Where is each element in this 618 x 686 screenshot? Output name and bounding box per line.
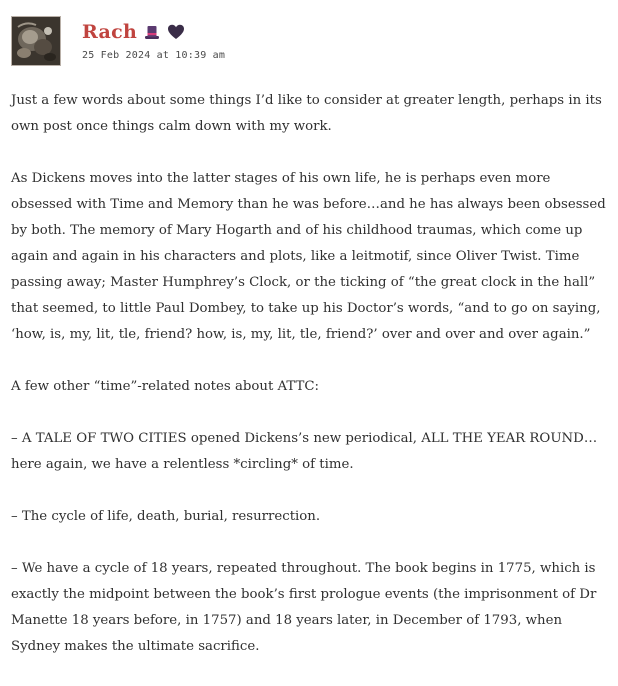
comment-body (11, 88, 611, 686)
comment-timestamp[interactable]: 25 Feb 2024 at 10:39 am (82, 50, 226, 61)
black-heart-icon (167, 23, 185, 41)
comment-paragraph: Just a few words about some things I’d like to consider at greater length, perhaps in its own post once things calm down with my work. (11, 93, 602, 134)
comment-paragraph: – A TALE OF TWO CITIES opened Dickens’s new periodical, ALL THE YEAR ROUND…here again, we have a relentless *circling* of time. (11, 431, 598, 472)
comment-paragraph: As Dickens moves into the latter stages of his own life, he is perhaps even more obsessed with Time and Memory than he was before…and he has always been obsessed by both. The memory of Mary Hogarth and of his childhood traumas, which come up again and again in his characters and plots, like a leitmotif, since Oliver Twist. Time passing away; Master Humphrey’s Clock, or the ticking of “the great clock in the hall” that seemed, to little Paul Dombey, to take up his Doctor’s words, “and to go on saying, ‘how, is, my, lit, tle, friend? how, is, my, lit, tle, friend?’ over and over and over again.” (11, 171, 606, 342)
avatar-image (12, 17, 60, 65)
comment-paragraph: – We have a cycle of 18 years, repeated throughout. The book begins in 1775, which is exactly the midpoint between the book’s first prologue events (the imprisonment of Dr Manette 18 years before, in 1757) and 18 years later, in December of 1793, when Sydney makes the ultimate sacrifice. (11, 561, 597, 654)
comment-paragraph: – The cycle of life, death, burial, resurrection. (11, 509, 321, 524)
author-row (82, 19, 185, 45)
avatar[interactable] (11, 16, 61, 66)
top-hat-icon (143, 23, 161, 41)
comment-paragraph: A few other “time”-related notes about ATTC: (11, 379, 320, 394)
author-name[interactable]: Rach (82, 21, 138, 43)
